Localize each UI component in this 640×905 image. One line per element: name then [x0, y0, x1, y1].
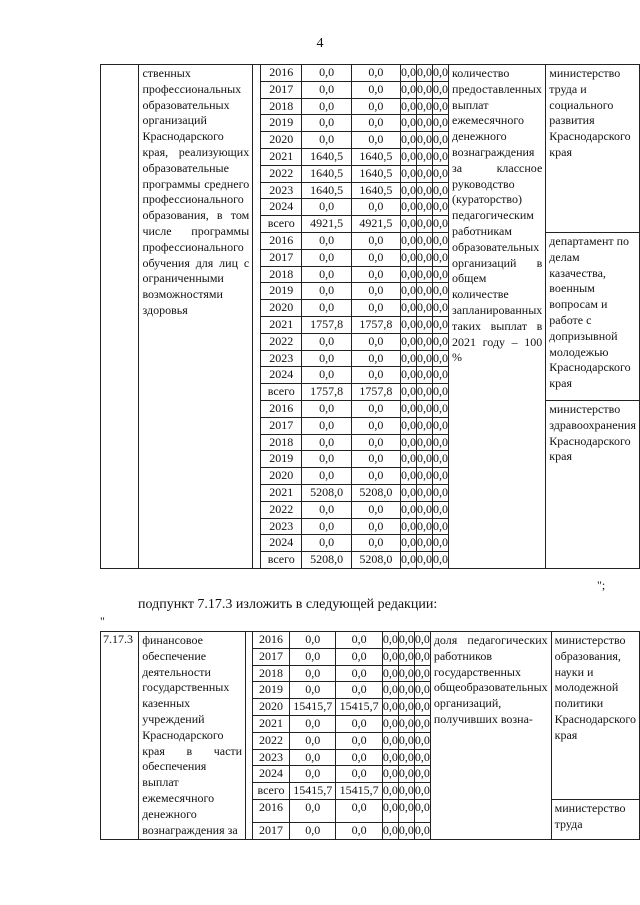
regional-budget-cell: 0,0 [351, 451, 400, 468]
responsible-organization: министерство труда [551, 799, 639, 839]
regional-budget-cell: 0,0 [351, 350, 400, 367]
zero-cell: 0,0 [398, 665, 414, 682]
regional-budget-cell: 0,0 [351, 249, 400, 266]
zero-cell: 0,0 [417, 333, 433, 350]
regional-budget-cell: 0,0 [351, 501, 400, 518]
zero-cell: 0,0 [414, 648, 430, 665]
zero-cell: 0,0 [401, 182, 417, 199]
regional-budget-cell: 0,0 [336, 665, 382, 682]
closing-quote: "; [597, 578, 606, 592]
zero-cell: 0,0 [414, 715, 430, 732]
zero-cell: 0,0 [382, 665, 398, 682]
zero-cell: 0,0 [417, 300, 433, 317]
amended-table [100, 631, 640, 840]
zero-cell: 0,0 [414, 682, 430, 699]
year-cell: 2017 [261, 417, 302, 434]
year-cell: 2023 [261, 518, 302, 535]
zero-cell: 0,0 [401, 333, 417, 350]
total-amount-cell: 0,0 [302, 518, 351, 535]
year-cell: 2016 [261, 400, 302, 417]
zero-cell: 0,0 [417, 81, 433, 98]
zero-cell: 0,0 [382, 648, 398, 665]
regional-budget-cell: 0,0 [351, 535, 400, 552]
total-amount-cell: 0,0 [290, 665, 336, 682]
year-cell: 2023 [261, 182, 302, 199]
regional-budget-cell: 15415,7 [336, 783, 382, 800]
regional-budget-cell: 0,0 [351, 434, 400, 451]
regional-budget-cell: 0,0 [351, 300, 400, 317]
total-amount-cell: 0,0 [302, 232, 351, 249]
year-cell: 2016 [253, 632, 290, 649]
total-amount-cell: 0,0 [302, 350, 351, 367]
year-cell: 2019 [261, 283, 302, 300]
zero-cell: 0,0 [433, 384, 449, 401]
regional-budget-cell: 0,0 [336, 648, 382, 665]
total-amount-cell: 0,0 [302, 199, 351, 216]
zero-cell: 0,0 [433, 115, 449, 132]
regional-budget-cell: 0,0 [336, 682, 382, 699]
zero-cell: 0,0 [433, 535, 449, 552]
zero-cell: 0,0 [401, 468, 417, 485]
zero-cell: 0,0 [398, 732, 414, 749]
zero-cell: 0,0 [401, 115, 417, 132]
zero-cell: 0,0 [417, 417, 433, 434]
total-amount-cell: 0,0 [302, 266, 351, 283]
regional-budget-cell: 0,0 [351, 417, 400, 434]
total-amount-cell: 0,0 [302, 65, 351, 82]
zero-cell: 0,0 [433, 501, 449, 518]
zero-cell: 0,0 [401, 367, 417, 384]
zero-cell: 0,0 [433, 182, 449, 199]
zero-cell: 0,0 [433, 518, 449, 535]
continued-table [100, 64, 640, 569]
zero-cell: 0,0 [417, 249, 433, 266]
year-cell: 2021 [261, 484, 302, 501]
zero-cell: 0,0 [414, 699, 430, 716]
zero-cell: 0,0 [401, 417, 417, 434]
year-cell: всего [261, 552, 302, 569]
regional-budget-cell: 0,0 [351, 132, 400, 149]
year-cell: 2021 [261, 316, 302, 333]
zero-cell: 0,0 [398, 632, 414, 649]
zero-cell: 0,0 [401, 384, 417, 401]
total-amount-cell: 0,0 [290, 766, 336, 783]
zero-cell: 0,0 [433, 98, 449, 115]
year-cell: 2023 [253, 749, 290, 766]
year-cell: 2024 [253, 766, 290, 783]
regional-budget-cell: 0,0 [336, 823, 382, 840]
total-amount-cell: 0,0 [302, 468, 351, 485]
zero-cell: 0,0 [398, 783, 414, 800]
year-cell: 2016 [261, 232, 302, 249]
zero-cell: 0,0 [417, 468, 433, 485]
year-cell: 2024 [261, 535, 302, 552]
opening-quote: " [100, 614, 105, 628]
total-amount-cell: 0,0 [302, 249, 351, 266]
total-amount-cell: 0,0 [290, 732, 336, 749]
zero-cell: 0,0 [417, 98, 433, 115]
total-amount-cell: 0,0 [290, 823, 336, 840]
zero-cell: 0,0 [433, 333, 449, 350]
responsible-organization: министерство здравоохранения Краснодарского края [546, 400, 640, 568]
year-cell: 2018 [261, 266, 302, 283]
zero-cell: 0,0 [417, 367, 433, 384]
total-amount-cell: 0,0 [290, 715, 336, 732]
regional-budget-cell: 0,0 [336, 715, 382, 732]
zero-cell: 0,0 [401, 316, 417, 333]
zero-cell: 0,0 [417, 199, 433, 216]
regional-budget-cell: 0,0 [351, 266, 400, 283]
zero-cell: 0,0 [417, 552, 433, 569]
total-amount-cell: 0,0 [302, 400, 351, 417]
zero-cell: 0,0 [417, 115, 433, 132]
total-amount-cell: 0,0 [290, 799, 336, 822]
year-cell: 2022 [261, 165, 302, 182]
year-cell: 2021 [261, 148, 302, 165]
zero-cell: 0,0 [414, 732, 430, 749]
year-cell: 2017 [253, 823, 290, 840]
zero-cell: 0,0 [417, 535, 433, 552]
zero-cell: 0,0 [417, 451, 433, 468]
zero-cell: 0,0 [433, 199, 449, 216]
total-amount-cell: 0,0 [302, 367, 351, 384]
zero-cell: 0,0 [398, 749, 414, 766]
total-amount-cell: 0,0 [302, 434, 351, 451]
total-amount-cell: 4921,5 [302, 216, 351, 233]
year-cell: 2018 [253, 665, 290, 682]
zero-cell: 0,0 [433, 417, 449, 434]
zero-cell: 0,0 [417, 316, 433, 333]
total-amount-cell: 5208,0 [302, 552, 351, 569]
zero-cell: 0,0 [401, 81, 417, 98]
regional-budget-cell: 0,0 [351, 333, 400, 350]
page-number: 4 [316, 36, 324, 51]
zero-cell: 0,0 [401, 451, 417, 468]
zero-cell: 0,0 [414, 665, 430, 682]
zero-cell: 0,0 [382, 715, 398, 732]
total-amount-cell: 15415,7 [290, 699, 336, 716]
zero-cell: 0,0 [433, 165, 449, 182]
zero-cell: 0,0 [401, 350, 417, 367]
zero-cell: 0,0 [382, 682, 398, 699]
zero-cell: 0,0 [433, 81, 449, 98]
regional-budget-cell: 1757,8 [351, 384, 400, 401]
year-cell: 2021 [253, 715, 290, 732]
measure-description: ственных профессиональных образовательных организаций Краснодарского края, реализующих образовательные программы среднего профессионального образования, в том числе программы профессионального обучения для лиц с ограниченными возможностями здоровья [139, 65, 253, 569]
zero-cell: 0,0 [398, 648, 414, 665]
zero-cell: 0,0 [433, 266, 449, 283]
total-amount-cell: 0,0 [290, 749, 336, 766]
year-cell: 2020 [253, 699, 290, 716]
zero-cell: 0,0 [433, 316, 449, 333]
zero-cell: 0,0 [417, 148, 433, 165]
zero-cell: 0,0 [433, 484, 449, 501]
regional-budget-cell: 5208,0 [351, 552, 400, 569]
total-amount-cell: 5208,0 [302, 484, 351, 501]
zero-cell: 0,0 [401, 400, 417, 417]
regional-budget-cell: 1757,8 [351, 316, 400, 333]
year-cell: 2019 [261, 451, 302, 468]
total-amount-cell: 1757,8 [302, 316, 351, 333]
zero-cell: 0,0 [417, 400, 433, 417]
regional-budget-cell: 0,0 [336, 732, 382, 749]
zero-cell: 0,0 [382, 783, 398, 800]
zero-cell: 0,0 [398, 682, 414, 699]
regional-budget-cell: 1640,5 [351, 182, 400, 199]
total-amount-cell: 0,0 [290, 632, 336, 649]
zero-cell: 0,0 [417, 165, 433, 182]
total-amount-cell: 0,0 [290, 648, 336, 665]
total-amount-cell: 0,0 [302, 333, 351, 350]
zero-cell: 0,0 [401, 266, 417, 283]
regional-budget-cell: 1640,5 [351, 165, 400, 182]
zero-cell: 0,0 [433, 451, 449, 468]
zero-cell: 0,0 [398, 766, 414, 783]
zero-cell: 0,0 [417, 501, 433, 518]
result-indicator: доля педагогических работников государственных общеобразовательных организаций, получивших возна- [430, 632, 551, 840]
year-cell: 2017 [261, 81, 302, 98]
measure-description: финансовое обеспечение деятельности государственных казенных учреждений Краснодарского края в части обеспечения выплат ежемесячного денежного вознаграждения за [139, 632, 246, 840]
total-amount-cell: 0,0 [302, 115, 351, 132]
year-cell: 2018 [261, 434, 302, 451]
regional-budget-cell: 0,0 [351, 81, 400, 98]
zero-cell: 0,0 [433, 400, 449, 417]
zero-cell: 0,0 [401, 216, 417, 233]
zero-cell: 0,0 [417, 216, 433, 233]
total-amount-cell: 1640,5 [302, 182, 351, 199]
zero-cell: 0,0 [414, 823, 430, 840]
zero-cell: 0,0 [401, 535, 417, 552]
regional-budget-cell: 0,0 [336, 749, 382, 766]
result-indicator: количество предоставленных выплат ежемесячного денежного вознаграждения за классное руководство (кураторство) педагогическим работникам образовательных организаций в общем количестве запланированных таких выплат в 2021 году – 100 % [449, 65, 546, 569]
regional-budget-cell: 0,0 [351, 65, 400, 82]
zero-cell: 0,0 [433, 216, 449, 233]
zero-cell: 0,0 [417, 484, 433, 501]
total-amount-cell: 0,0 [302, 501, 351, 518]
zero-cell: 0,0 [382, 749, 398, 766]
zero-cell: 0,0 [382, 823, 398, 840]
zero-cell: 0,0 [433, 232, 449, 249]
zero-cell: 0,0 [382, 766, 398, 783]
zero-cell: 0,0 [401, 484, 417, 501]
year-cell: 2020 [261, 132, 302, 149]
zero-cell: 0,0 [398, 699, 414, 716]
year-cell: 2023 [261, 350, 302, 367]
zero-cell: 0,0 [433, 350, 449, 367]
regional-budget-cell: 0,0 [351, 232, 400, 249]
responsible-organization: департамент по делам казачества, военным вопросам и работе с допризывной молодежью Краснодарского края [546, 232, 640, 400]
zero-cell: 0,0 [414, 632, 430, 649]
total-amount-cell: 0,0 [302, 300, 351, 317]
zero-cell: 0,0 [398, 799, 414, 822]
regional-budget-cell: 4921,5 [351, 216, 400, 233]
total-amount-cell: 0,0 [302, 451, 351, 468]
zero-cell: 0,0 [433, 148, 449, 165]
zero-cell: 0,0 [414, 749, 430, 766]
total-amount-cell: 0,0 [302, 283, 351, 300]
year-cell: 2019 [261, 115, 302, 132]
zero-cell: 0,0 [401, 552, 417, 569]
regional-budget-cell: 0,0 [351, 199, 400, 216]
row-number: 7.17.3 [101, 632, 139, 840]
zero-cell: 0,0 [433, 434, 449, 451]
regional-budget-cell: 0,0 [351, 367, 400, 384]
zero-cell: 0,0 [401, 148, 417, 165]
regional-budget-cell: 0,0 [351, 518, 400, 535]
zero-cell: 0,0 [417, 283, 433, 300]
regional-budget-cell: 0,0 [351, 468, 400, 485]
regional-budget-cell: 0,0 [351, 283, 400, 300]
year-cell: 2019 [253, 682, 290, 699]
year-cell: 2017 [261, 249, 302, 266]
zero-cell: 0,0 [401, 165, 417, 182]
zero-cell: 0,0 [433, 367, 449, 384]
zero-cell: 0,0 [417, 182, 433, 199]
zero-cell: 0,0 [433, 132, 449, 149]
zero-cell: 0,0 [398, 823, 414, 840]
zero-cell: 0,0 [382, 732, 398, 749]
zero-cell: 0,0 [382, 699, 398, 716]
zero-cell: 0,0 [433, 283, 449, 300]
zero-cell: 0,0 [414, 766, 430, 783]
zero-cell: 0,0 [417, 434, 433, 451]
zero-cell: 0,0 [433, 65, 449, 82]
zero-cell: 0,0 [401, 518, 417, 535]
regional-budget-cell: 0,0 [336, 766, 382, 783]
year-cell: 2020 [261, 300, 302, 317]
responsible-organization: министерство образования, науки и молодежной политики Краснодарского края [551, 632, 639, 800]
regional-budget-cell: 0,0 [351, 400, 400, 417]
regional-budget-cell: 15415,7 [336, 699, 382, 716]
year-cell: 2022 [261, 333, 302, 350]
total-amount-cell: 0,0 [302, 535, 351, 552]
total-amount-cell: 1640,5 [302, 148, 351, 165]
zero-cell: 0,0 [433, 552, 449, 569]
year-cell: 2022 [261, 501, 302, 518]
year-cell: всего [261, 384, 302, 401]
regional-budget-cell: 0,0 [351, 98, 400, 115]
amendment-heading: подпункт 7.17.3 изложить в следующей редакции: [138, 597, 438, 612]
zero-cell: 0,0 [433, 468, 449, 485]
regional-budget-cell: 0,0 [351, 115, 400, 132]
zero-cell: 0,0 [398, 715, 414, 732]
year-cell: 2024 [261, 199, 302, 216]
zero-cell: 0,0 [433, 249, 449, 266]
zero-cell: 0,0 [417, 65, 433, 82]
responsible-organization: министерство труда и социального развития Краснодарского края [546, 65, 640, 233]
total-amount-cell: 0,0 [302, 81, 351, 98]
zero-cell: 0,0 [401, 501, 417, 518]
regional-budget-cell: 0,0 [336, 632, 382, 649]
year-cell: 2022 [253, 732, 290, 749]
year-cell: 2016 [261, 65, 302, 82]
total-amount-cell: 0,0 [302, 417, 351, 434]
year-cell: всего [253, 783, 290, 800]
year-cell: 2018 [261, 98, 302, 115]
regional-budget-cell: 5208,0 [351, 484, 400, 501]
row-number [101, 65, 139, 569]
zero-cell: 0,0 [401, 98, 417, 115]
zero-cell: 0,0 [382, 632, 398, 649]
total-amount-cell: 1640,5 [302, 165, 351, 182]
zero-cell: 0,0 [401, 232, 417, 249]
regional-budget-cell: 1640,5 [351, 148, 400, 165]
table-row [101, 65, 640, 82]
total-amount-cell: 0,0 [290, 682, 336, 699]
zero-cell: 0,0 [433, 300, 449, 317]
zero-cell: 0,0 [417, 350, 433, 367]
spacer-column [253, 65, 261, 569]
zero-cell: 0,0 [401, 283, 417, 300]
zero-cell: 0,0 [414, 783, 430, 800]
zero-cell: 0,0 [417, 384, 433, 401]
zero-cell: 0,0 [417, 232, 433, 249]
zero-cell: 0,0 [414, 799, 430, 822]
zero-cell: 0,0 [401, 199, 417, 216]
zero-cell: 0,0 [401, 132, 417, 149]
zero-cell: 0,0 [382, 799, 398, 822]
zero-cell: 0,0 [401, 249, 417, 266]
total-amount-cell: 1757,8 [302, 384, 351, 401]
year-cell: 2020 [261, 468, 302, 485]
zero-cell: 0,0 [401, 300, 417, 317]
regional-budget-cell: 0,0 [336, 799, 382, 822]
year-cell: всего [261, 216, 302, 233]
year-cell: 2024 [261, 367, 302, 384]
total-amount-cell: 0,0 [302, 98, 351, 115]
zero-cell: 0,0 [401, 65, 417, 82]
year-cell: 2017 [253, 648, 290, 665]
zero-cell: 0,0 [417, 132, 433, 149]
zero-cell: 0,0 [401, 434, 417, 451]
table-row [101, 632, 640, 649]
spacer-column [246, 632, 253, 840]
zero-cell: 0,0 [417, 518, 433, 535]
year-cell: 2016 [253, 799, 290, 822]
total-amount-cell: 15415,7 [290, 783, 336, 800]
zero-cell: 0,0 [417, 266, 433, 283]
total-amount-cell: 0,0 [302, 132, 351, 149]
